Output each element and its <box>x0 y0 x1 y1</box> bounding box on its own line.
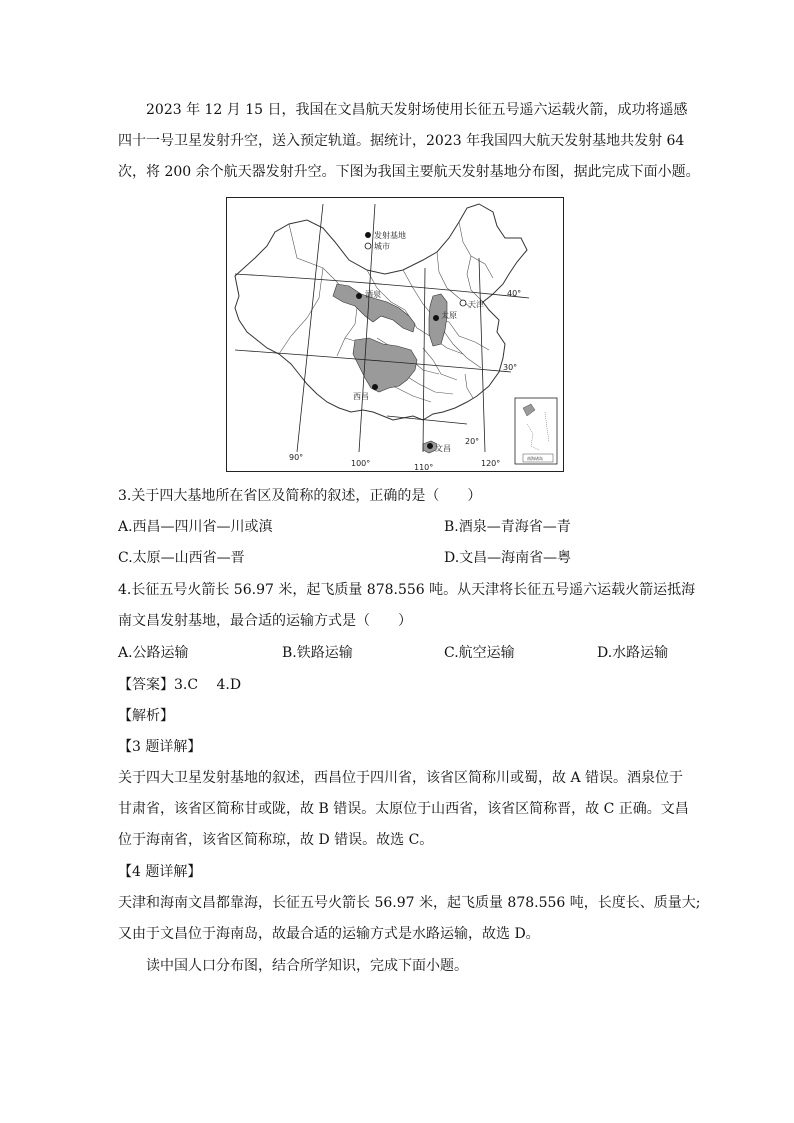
intro-line-2: 四十一号卫星发射升空，送入预定轨道。据统计，2023 年我国四大航天发射基地共发射 64 <box>118 133 685 149</box>
legend-city-symbol <box>365 243 371 249</box>
jiuquan-marker <box>356 293 362 299</box>
jiuquan-label: 酒泉 <box>365 290 381 299</box>
intro-line-1: 2023 年 12 月 15 日，我国在文昌航天发射场使用长征五号遥六运载火箭，成功将遥感 <box>146 102 688 118</box>
longitude-lines <box>297 204 485 452</box>
longitude-label-90: 90° <box>289 453 304 462</box>
q4-stem-line-1: 4.长征五号火箭长 56.97 米，起飞质量 878.556 吨。从天津将长征五号遥六运载火箭运抵海 <box>118 582 696 598</box>
q4-detail-line-2: 又由于文昌位于海南岛，故最合适的运输方式是水路运输，故选 D。 <box>118 926 540 942</box>
wenchang-marker <box>427 443 433 449</box>
q3-option-b: B.酒泉—青海省—青 <box>444 519 571 535</box>
longitude-label-120: 120° <box>481 459 501 468</box>
latitude-label-20: 20° <box>465 437 480 446</box>
taiyuan-marker <box>433 315 439 321</box>
xichang-label: 西昌 <box>353 392 369 401</box>
q3-option-a: A.西昌—四川省—川或滇 <box>118 519 273 535</box>
longitude-label-110: 110° <box>414 463 434 471</box>
q4-option-c: C.航空运输 <box>444 645 515 661</box>
latitude-label-30: 30° <box>503 363 518 372</box>
q4-detail-heading: 【4 题详解】 <box>118 864 202 880</box>
wenchang-label: 文昌 <box>435 444 451 453</box>
inset-label: 南海诸岛 <box>527 456 543 461</box>
answer-line: 【答案】3.C 4.D <box>118 677 242 693</box>
q4-option-d: D.水路运输 <box>597 645 669 661</box>
q3-detail-line-3: 位于海南省，该省区简称琼，故 D 错误。故选 C。 <box>118 832 434 848</box>
q4-option-b: B.铁路运输 <box>282 645 353 661</box>
q3-option-c: C.太原—山西省—晋 <box>118 550 245 566</box>
legend-base-label: 发射基地 <box>374 231 406 240</box>
intro-line-3: 次，将 200 余个航天器发射升空。下图为我国主要航天发射基地分布图，据此完成下面小题。 <box>118 164 700 180</box>
xichang-marker <box>372 384 378 390</box>
tianjin-marker <box>460 300 466 306</box>
q3-detail-line-2: 甘肃省，该省区简称甘或陇，故 B 错误。太原位于山西省，该省区简称晋，故 C 正确。文昌 <box>118 801 689 817</box>
highlighted-provinces <box>333 284 447 453</box>
longitude-label-100: 100° <box>351 459 371 468</box>
legend-base-symbol <box>365 232 371 238</box>
legend-city-label: 城市 <box>374 242 390 251</box>
q3-detail-heading: 【3 题详解】 <box>118 739 202 755</box>
map-svg <box>227 198 563 471</box>
latitude-label-40: 40° <box>507 289 522 298</box>
q4-option-a: A.公路运输 <box>118 645 189 661</box>
q3-option-d: D.文昌—海南省—粤 <box>444 550 572 566</box>
south-china-sea-inset <box>515 398 557 464</box>
q3-stem: 3.关于四大基地所在省区及简称的叙述，正确的是（ ） <box>118 488 482 504</box>
q4-detail-line-1: 天津和海南文昌都靠海，长征五号火箭长 56.97 米，起飞质量 878.556 吨，长度长、质量大; <box>118 895 701 911</box>
taiyuan-label: 太原 <box>441 311 457 320</box>
q4-stem-line-2: 南文昌发射基地，最合适的运输方式是（ ） <box>118 613 412 629</box>
q3-detail-line-1: 关于四大卫星发射基地的叙述，西昌位于四川省，该省区简称川或蜀，故 A 错误。酒泉位于 <box>118 770 684 786</box>
next-section-intro: 读中国人口分布图，结合所学知识，完成下面小题。 <box>146 958 468 974</box>
launch-base-map <box>226 197 564 472</box>
tianjin-label: 天津 <box>468 300 484 309</box>
analysis-heading: 【解析】 <box>118 708 174 724</box>
sichuan-province <box>353 338 417 392</box>
